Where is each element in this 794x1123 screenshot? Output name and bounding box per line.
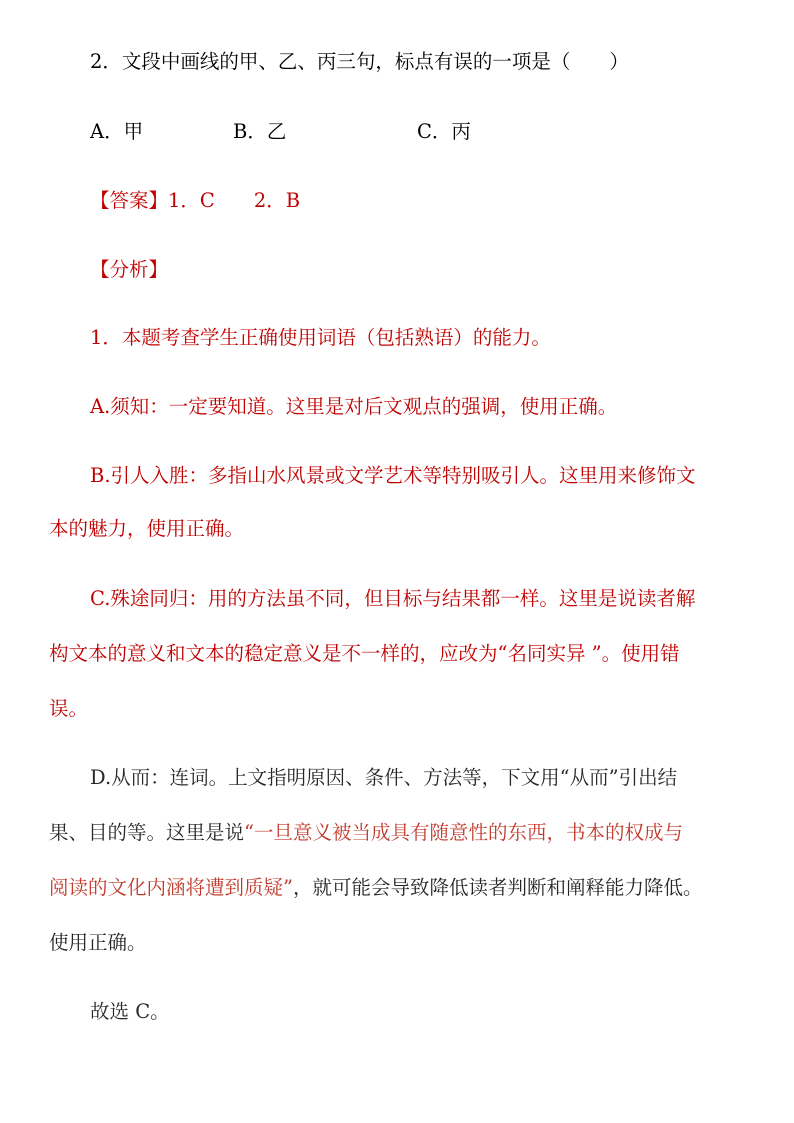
analysis-option-c-line3: 误。	[49, 697, 89, 720]
question-2-stem: 2．文段中画线的甲、乙、丙三句，标点有误的一项是（ ）	[90, 50, 629, 73]
analysis-option-c-line1: C.殊途同归：用的方法虽不同，但目标与结果都一样。这里是说读者解	[90, 587, 696, 610]
analysis-option-c-line2: 构文本的意义和文本的稳定意义是不一样的，应改为“名同实异 ”。使用错	[49, 642, 680, 665]
option-c: C．丙	[417, 120, 471, 143]
analysis-option-d-line2	[49, 821, 683, 845]
analysis-option-d-line1: D.从而：连词。上文指明原因、条件、方法等，下文用“从而”引出结	[90, 766, 678, 789]
analysis-item1-intro: 1．本题考查学生正确使用词语（包括熟语）的能力。	[90, 326, 551, 349]
option-b: B．乙	[233, 120, 287, 143]
analysis-option-d-line3-tail: ，就可能会导致降低读者判断和阐释能力降低。	[292, 876, 703, 899]
analysis-option-d-quote-part2: 阅读的文化内涵将遭到质疑”	[49, 876, 293, 899]
analysis-option-d-line3	[49, 876, 703, 900]
analysis-option-d-quote-part1: “一旦意义被当成具有随意性的东西，书本的权成与	[244, 821, 683, 844]
answer-line	[90, 189, 300, 213]
answer-content: 1．C 2．B	[168, 189, 301, 212]
question-2-options	[0, 120, 794, 144]
option-a: A．甲	[90, 120, 144, 143]
analysis-option-d-line4: 使用正确。	[49, 931, 147, 954]
answer-tag: 【答案】	[90, 189, 169, 212]
analysis-option-b-line2: 本的魅力，使用正确。	[49, 517, 245, 540]
analysis-option-d-line2-lead: 果、目的等。这里是说	[49, 821, 245, 844]
analysis-tag: 【分析】	[90, 258, 169, 281]
analysis-conclusion: 故选 C。	[90, 1000, 170, 1023]
analysis-option-b-line1: B.引人入胜：多指山水风景或文学艺术等特别吸引人。这里用来修饰文	[90, 464, 696, 487]
analysis-option-a: A.须知：一定要知道。这里是对后文观点的强调，使用正确。	[90, 395, 618, 418]
